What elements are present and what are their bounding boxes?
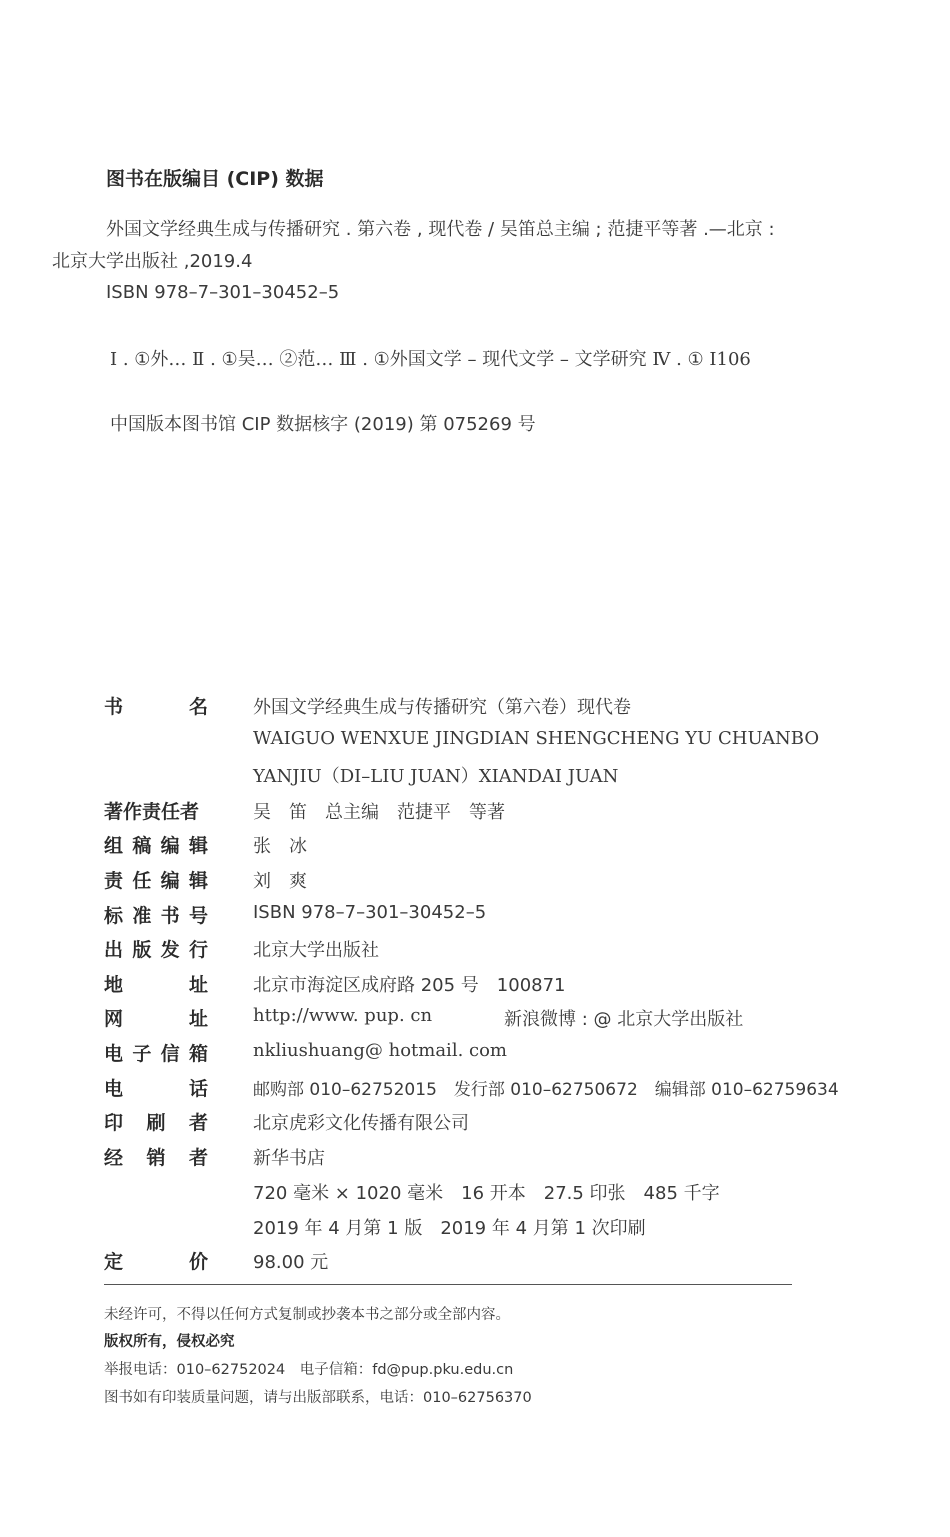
row-isbn [104, 901, 924, 931]
printer-label: 印 刷 者 [104, 1112, 208, 1134]
row-format [104, 1178, 924, 1208]
weibo-value: 新浪微博 : @ 北京大学出版社 [504, 1009, 744, 1030]
author-value: 吴 笛 总主编 范捷平 等著 [253, 802, 505, 823]
isbn-label: 标 准 书 号 [104, 905, 208, 927]
address-value: 北京市海淀区成府路 205 号 100871 [253, 975, 566, 996]
rights-reserved: 版权所有，侵权必究 [104, 1334, 235, 1350]
title-value: 外国文学经典生成与传播研究（第六卷）现代卷 [253, 697, 631, 718]
cip-isbn-line: ISBN 978–7–301–30452–5 [106, 282, 340, 303]
quality-contact: 图书如有印装质量问题，请与出版部联系，电话：010–62756370 [104, 1390, 532, 1406]
distributor-label: 经 销 者 [104, 1147, 208, 1169]
acquisitions-editor-label: 组 稿 编 辑 [104, 835, 208, 857]
author-label: 著作责任者 [104, 801, 200, 823]
publisher-label: 出 版 发 行 [104, 939, 208, 961]
acquisitions-editor-value: 张 冰 [253, 836, 307, 857]
cip-heading: 图书在版编目 (CIP) 数据 [106, 168, 324, 190]
title-en-line-2: YANJIU（DI–LIU JUAN）XIANDAI JUAN [253, 766, 619, 787]
row-publisher [104, 935, 924, 965]
address-label: 地 址 [104, 974, 208, 996]
row-website [104, 1004, 924, 1034]
edition-value: 2019 年 4 月第 1 版 2019 年 4 月第 1 次印刷 [253, 1218, 646, 1239]
row-price [104, 1247, 924, 1277]
phone-label: 电 话 [104, 1078, 208, 1100]
row-title [104, 692, 924, 722]
publisher-value: 北京大学出版社 [253, 940, 379, 961]
format-value: 720 毫米 × 1020 毫米 16 开本 27.5 印张 485 千字 [253, 1183, 720, 1204]
website-url[interactable]: http://www. pup. cn [253, 1005, 433, 1026]
divider-line [104, 1284, 792, 1285]
isbn-value: ISBN 978–7–301–30452–5 [253, 902, 487, 923]
row-acquisitions-editor [104, 831, 924, 861]
row-printer [104, 1108, 924, 1138]
distributor-value: 新华书店 [253, 1148, 325, 1169]
cip-publisher-line: 北京大学出版社 ,2019.4 [52, 251, 253, 272]
row-edition [104, 1213, 924, 1243]
phone-value: 邮购部 010–62752015 发行部 010–62750672 编辑部 010–62759634 [253, 1080, 839, 1100]
row-email [104, 1039, 924, 1069]
responsible-editor-value: 刘 爽 [253, 871, 307, 892]
row-responsible-editor [104, 866, 924, 896]
email-label: 电 子 信 箱 [104, 1043, 208, 1065]
cip-title-line: 外国文学经典生成与传播研究 . 第六卷 , 现代卷 / 吴笛总主编 ; 范捷平等著 .—北京 : [106, 219, 775, 240]
price-label: 定 价 [104, 1251, 208, 1273]
website-label: 网 址 [104, 1008, 208, 1030]
title-label: 书 名 [104, 696, 208, 718]
cip-record-number: 中国版本图书馆 CIP 数据核字 (2019) 第 075269 号 [110, 414, 536, 435]
cip-classification-line: Ⅰ . ①外… Ⅱ . ①吴… ②范… Ⅲ . ①外国文学 – 现代文学 – 文学研究 Ⅳ . ① I106 [110, 349, 751, 370]
row-distributor [104, 1143, 924, 1173]
email-value[interactable]: nkliushuang@ hotmail. com [253, 1040, 508, 1061]
row-phone [104, 1074, 924, 1104]
row-author [104, 797, 924, 827]
title-en-line-1: WAIGUO WENXUE JINGDIAN SHENGCHENG YU CHUANBO [253, 728, 820, 749]
row-address [104, 970, 924, 1000]
report-contact: 举报电话：010–62752024 电子信箱：fd@pup.pku.edu.cn [104, 1362, 514, 1378]
copyright-notice: 未经许可，不得以任何方式复制或抄袭本书之部分或全部内容。 [104, 1307, 510, 1323]
row-title-en-2 [104, 761, 924, 791]
price-value: 98.00 元 [253, 1252, 329, 1273]
responsible-editor-label: 责 任 编 辑 [104, 870, 208, 892]
row-title-en-1 [104, 727, 924, 757]
printer-value: 北京虎彩文化传播有限公司 [253, 1113, 469, 1134]
